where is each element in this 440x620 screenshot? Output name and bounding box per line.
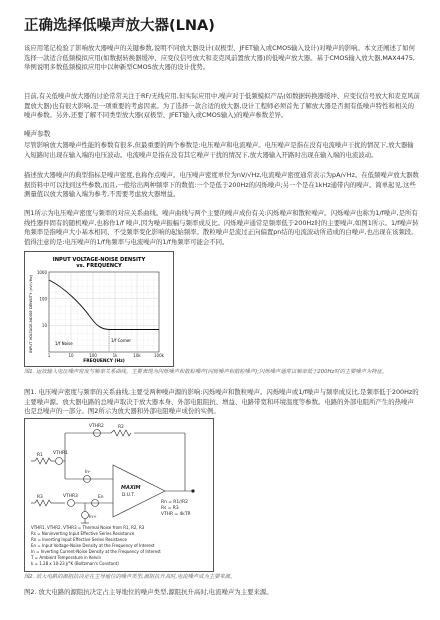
label-in-plus: In+ xyxy=(89,515,97,520)
fig1-xtick-1k: 1k xyxy=(112,353,118,358)
fig1-xtick-100k: 100k xyxy=(154,353,164,358)
paragraph-6: 图1. 电压噪声密度与频率的关系曲线,主要受两种噪声源的影响:闪烁噪声和散粒噪声。闪烁噪声或1/f噪声与频率成反比,是频率低于200Hz的主要噪声源。放大器电路的总噪声取决于放大器本身、外部电阻阻抗、增益、电路带宽和环境温度等参数。电路的外部电阻所产生的热噪声也是总噪声的一部分。图2所示为放大器和外部电阻噪声成份的实例。 xyxy=(24,388,419,416)
legend-line-6: T = Ambient Temperature in Kelvin xyxy=(31,555,101,560)
legend-line-2: Rs = Noninverting Input Effective Series Resistance xyxy=(31,531,135,536)
label-r3: R3 xyxy=(37,495,43,500)
legend-line-5: In = Inverting Current-Noise Density at the Frequency of Interest xyxy=(31,549,161,554)
fig1-corner-label: 1/f Corner xyxy=(111,338,132,343)
intro-paragraph: 该应用笔记检验了影响放大器噪声的关键参数,说明不同放大器设计(双极型、JFET输入或CMOS输入设计)对噪声的影响。本文还阐述了如何选择一款适合低频模拟应用(如数据转换器缓冲、应变仪信号放大和麦克风前置放大器)的低噪声放大器。基于CMOS输入放大器,MAX4475,举例说明多数低频模拟应用中以种新型CMOS放大器的设计优势。 xyxy=(24,44,416,72)
label-vthr3: VTHR3 xyxy=(63,494,78,499)
fig1-xtick-100: 100 xyxy=(89,353,97,358)
fig1-title-1: INPUT VOLTAGE-NOISE DENSITY xyxy=(52,257,146,263)
label-rn: Rn = R1//R2 xyxy=(161,500,188,505)
fig1-flicker-label: 1/f Noise xyxy=(55,341,73,346)
fig1-title-2: vs. FREQUENCY xyxy=(76,263,122,269)
vthr1-source-icon xyxy=(56,458,63,465)
paragraph-5: 图1所示为电压噪声密度与频率的对应关系曲线。噪声曲线与两个主要的噪声成份有关:闪烁噪声和散粒噪声。闪烁噪声也称为1/f噪声,是所有线性器件固有的随机噪声,也称作1/f 噪声,因为噪声振幅与频率成反比。闪烁噪声通常是频率低于200Hz时的主要噪声,如图1所示。1/f噪声转角频率是指噪声大小基本相同、不受频率变化影响的起始频率。散粒噪声是流过正向偏置pn结的电流波动所造成的白噪声,也出现在该频段。值得注意的是:电压噪声的1/f角频率与电流噪声的1/f角频率可能会不同。 xyxy=(24,209,419,246)
paragraph-3: 尽管影响放大器噪声性能的参数有很多,但最重要的两个参数是:电压噪声和电流噪声。电压噪声是指在没有电流噪声干扰的情况下,放大器输入短路时出现在输入端的电压波动。电流噪声是指在没有其它噪声干扰的情况下,放大器输入开路时出现在输入端的电流波动。 xyxy=(24,141,414,159)
vthr3-source-icon xyxy=(68,500,75,507)
fig1-ytick-10: 10 xyxy=(41,323,47,328)
in-plus-source-icon xyxy=(82,512,89,519)
label-r2: R2 xyxy=(118,425,124,430)
fig1-ylabel: INPUT VOLTAGE-NOISE DENSITY (nV/√Hz) xyxy=(28,275,33,353)
label-brand: MAXIM xyxy=(121,485,141,491)
label-in-minus: In- xyxy=(85,470,91,475)
fig1-xtick-10k: 10k xyxy=(133,353,141,358)
section-heading-noise: 噪声参数 xyxy=(24,130,51,138)
legend-line-1: VTHR1, VTHR2, VTHR3 = Thermal Noise from R1, R2, R3 xyxy=(31,525,145,530)
fig1-xtick-1: 1 xyxy=(47,353,51,358)
label-vthr1: VTHR1 xyxy=(53,451,68,456)
op-amp-icon xyxy=(113,465,165,517)
paragraph-4: 描述放大器噪声的典型指标是噪声密度,也称作点噪声。电压噪声密度单位为nV/√Hz,电流噪声密度通常表示为pA/√Hz。在低频噪声放大器数据资料中可以找到这些参数,而且,一般给出两种频率下的数值:一个是低于200Hz的闪烁噪声;另一个是在1kHz通带内的噪声。简单起见,这些测量值以放大器输入端为参考,不需要考虑放大器增益。 xyxy=(24,171,419,199)
voltage-noise-chart xyxy=(25,252,173,366)
label-vthr2: VTHR2 xyxy=(89,424,104,429)
fig1-ytick-100: 100 xyxy=(39,296,47,302)
figure-2 xyxy=(24,418,214,572)
label-en: En xyxy=(98,495,104,500)
label-dut: D.U.T. xyxy=(122,493,135,498)
label-r1: R1 xyxy=(37,453,43,458)
page-title: 正确选择低噪声放大器(LNA) xyxy=(24,18,215,34)
label-vthr-eq: VTHR = 4kTR xyxy=(161,512,191,517)
legend-line-4: En = Input Voltage-Noise Density at the Frequency of Interest xyxy=(31,543,155,548)
fig1-plot-area xyxy=(37,270,165,358)
figure-1 xyxy=(24,251,174,367)
paragraph-7: 图2. 放大电路的源阻抗决定占主导地位的噪声类型,源阻抗升高时,电流噪声为主要来源。 xyxy=(24,588,273,596)
label-rs: Rs = R3 xyxy=(161,506,179,511)
fig1-caption: 图1. 运放输入电压噪声密度与频率关系曲线。主要表现为闪烁噪声和散粒噪声(闪烁噪声和散粒噪声);闪烁噪声通常以频率低于200Hz时的主要噪声为特征。 xyxy=(24,369,388,375)
fig1-ytick-1000: 1000 xyxy=(36,270,47,275)
legend-line-3: Rn = Inverting Input Effective Series Resistance xyxy=(31,537,127,542)
fig1-xlabel: FREQUENCY (Hz) xyxy=(83,359,125,364)
fig1-xtick-10: 10 xyxy=(68,353,74,358)
noise-circuit-diagram xyxy=(25,419,213,571)
paragraph-2: 目前,有关低噪声放大器的讨论常常关注于RF/无线应用,但实际应用中,噪声对于低频模拟产品(如数据转换器缓冲、应变仪信号放大和麦克风前置放大器)也有很大影响,是一项重要的考虑因素。为了选择一款合适的放大器,设计工程师必须首先了解放大器是否拥有低噪声特性和相关的噪声参数。另外,还要了解不同类型放大器(双极型、JFET输入或CMOS输入)的噪声参数差异。 xyxy=(24,92,420,120)
fig2-caption: 图2. 放大电路的源阻抗决定在主导地位的噪声类型,源阻抗升高时,电流噪声成为主要来源。 xyxy=(24,574,236,580)
legend-line-7: k = 1.28 x 10-23 J/°K (Boltzman's Constant) xyxy=(31,561,119,566)
